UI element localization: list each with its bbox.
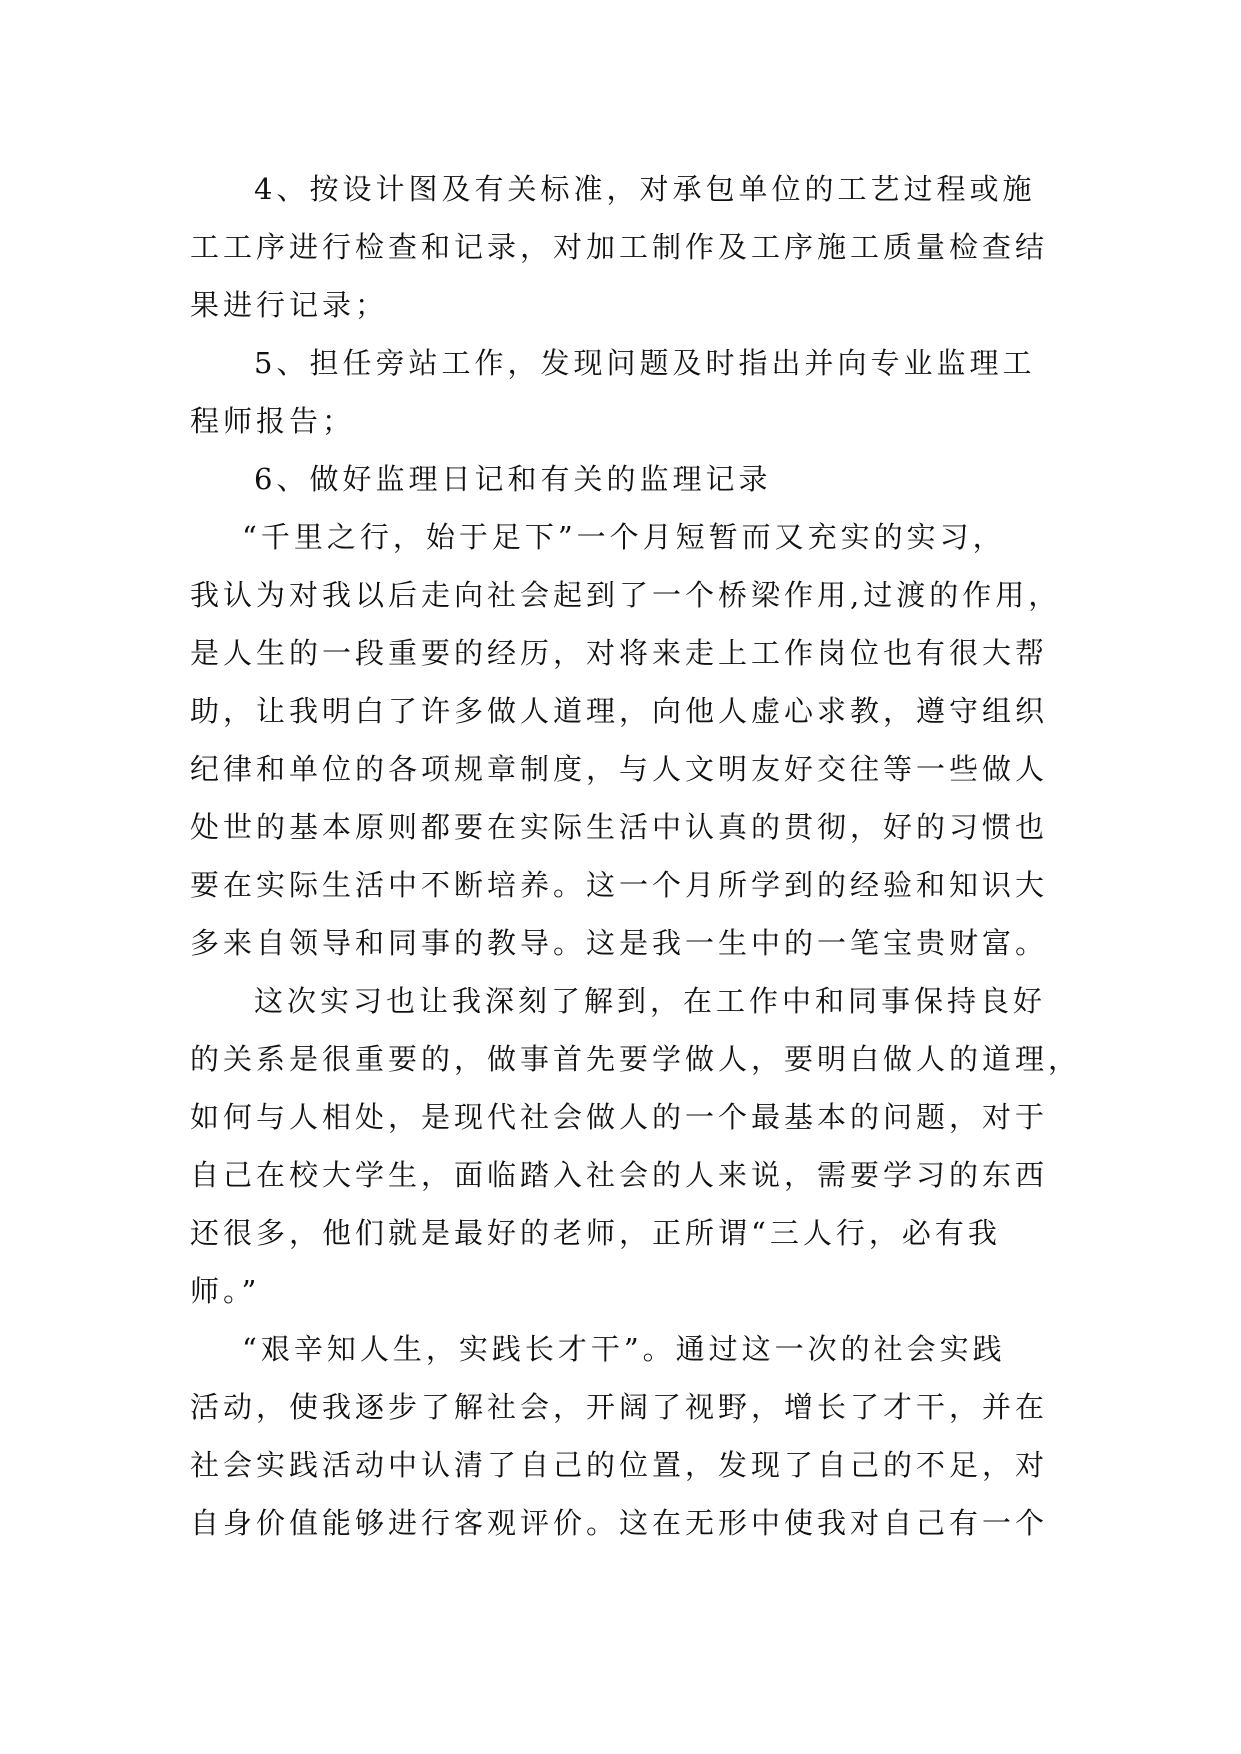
paragraph-internship-line-5: 纪律和单位的各项规章制度，与人文明友好交往等一些做人	[190, 752, 1049, 786]
paragraph-4-line-1: 4、按设计图及有关标准，对承包单位的工艺过程或施	[254, 172, 1036, 206]
paragraph-5-line-2: 程师报告；	[190, 404, 356, 438]
document-body	[190, 160, 1082, 1552]
paragraph-internship-line-2: 我认为对我以后走向社会起到了一个桥梁作用,过渡的作用，	[190, 578, 1062, 612]
paragraph-6-line-1: 6、做好监理日记和有关的监理记录	[254, 462, 772, 496]
paragraph-relations-line-4: 自己在校大学生，面临踏入社会的人来说，需要学习的东西	[190, 1158, 1049, 1192]
paragraph-internship-line-7: 要在实际生活中不断培养。这一个月所学到的经验和知识大	[190, 868, 1049, 902]
paragraph-internship-line-3: 是人生的一段重要的经历，对将来走上工作岗位也有很大帮	[190, 636, 1049, 670]
paragraph-internship-line-4: 助，让我明白了许多做人道理，向他人虚心求教，遵守组织	[190, 694, 1049, 728]
paragraph-internship-line-6: 处世的基本原则都要在实际生活中认真的贯彻，好的习惯也	[190, 810, 1049, 844]
paragraph-relations-line-1: 这次实习也让我深刻了解到，在工作中和同事保持良好	[254, 984, 1047, 1018]
paragraph-relations-line-2: 的关系是很重要的，做事首先要学做人，要明白做人的道理，	[190, 1042, 1082, 1076]
paragraph-4-line-3: 果进行记录；	[190, 288, 389, 322]
paragraph-4-line-2: 工工序进行检查和记录，对加工制作及工序施工质量检查结	[190, 230, 1049, 264]
paragraph-5-line-1: 5、担任旁站工作，发现问题及时指出并向专业监理工	[254, 346, 1036, 380]
paragraph-relations-line-6: 师。”	[190, 1274, 261, 1308]
paragraph-relations-line-3: 如何与人相处，是现代社会做人的一个最基本的问题，对于	[190, 1100, 1049, 1134]
paragraph-internship-line-8: 多来自领导和同事的教导。这是我一生中的一笔宝贵财富。	[190, 926, 1049, 960]
paragraph-practice-line-3: 社会实践活动中认清了自己的位置，发现了自己的不足，对	[190, 1448, 1049, 1482]
paragraph-practice-line-2: 活动，使我逐步了解社会，开阔了视野，增长了才干，并在	[190, 1390, 1049, 1424]
paragraph-practice-line-1: “艰辛知人生，实践长才干”。通过这一次的社会实践	[242, 1332, 1006, 1366]
paragraph-relations-line-5: 还很多，他们就是最好的老师，正所谓“三人行，必有我	[190, 1216, 1001, 1250]
paragraph-practice-line-4: 自身价值能够进行客观评价。这在无形中使我对自己有一个	[190, 1506, 1049, 1540]
paragraph-internship-line-1: “千里之行，始于足下”一个月短暂而又充实的实习，	[242, 520, 1006, 554]
